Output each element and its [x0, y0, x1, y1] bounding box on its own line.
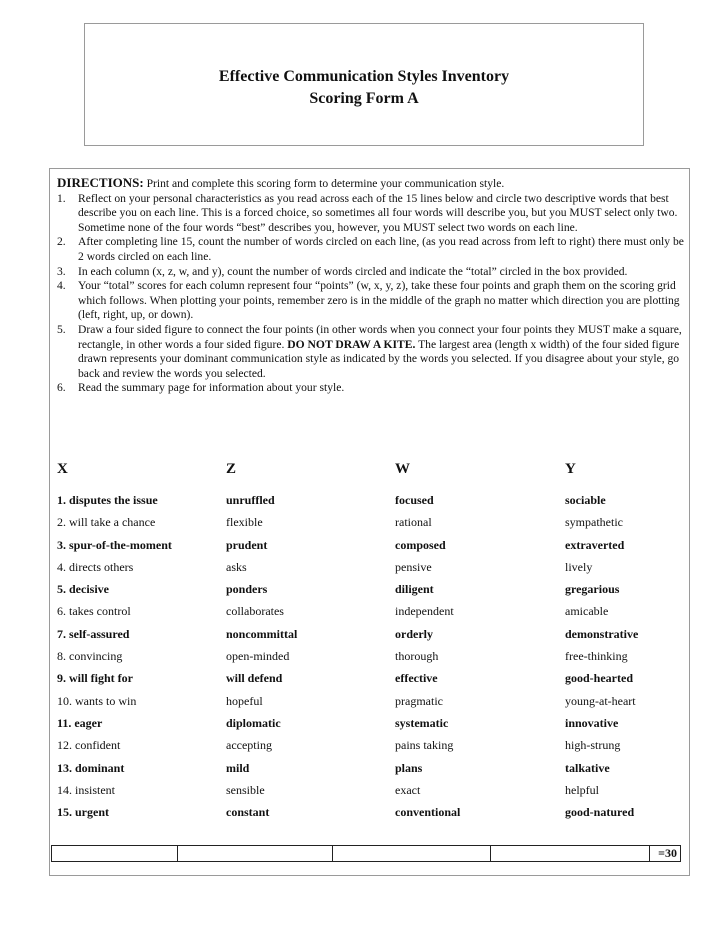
word-z[interactable]: accepting [226, 738, 272, 753]
word-x[interactable]: 3. spur-of-the-moment [57, 537, 172, 552]
table-row [57, 560, 677, 582]
title-box [84, 23, 644, 146]
direction-step [57, 192, 687, 236]
word-y[interactable]: demonstrative [565, 626, 639, 641]
step-number: 2. [57, 235, 66, 249]
table-row [57, 493, 677, 515]
table-row [57, 805, 677, 827]
word-y[interactable]: free-thinking [565, 649, 628, 664]
word-z[interactable]: hopeful [226, 693, 263, 708]
word-z[interactable]: open-minded [226, 649, 290, 664]
total-box-w[interactable] [333, 846, 491, 861]
directions [57, 176, 687, 396]
directions-label: DIRECTIONS: [57, 175, 144, 190]
table-row [57, 783, 677, 805]
word-x[interactable]: 6. takes control [57, 604, 131, 619]
total-sum: =30 [658, 846, 677, 860]
direction-step [57, 235, 687, 264]
word-z[interactable]: noncommittal [226, 626, 298, 641]
direction-step [57, 265, 687, 280]
step-number: 6. [57, 381, 66, 395]
table-row [57, 738, 677, 760]
table-row [57, 627, 677, 649]
word-w[interactable]: plans [395, 760, 423, 775]
word-x[interactable]: 12. confident [57, 738, 121, 753]
word-x[interactable]: 2. will take a chance [57, 515, 156, 530]
word-x[interactable]: 7. self-assured [57, 626, 130, 641]
table-row [57, 515, 677, 537]
step-text: In each column (x, z, w, and y), count the number of words circled and indicate the “total” circled in the box provided. [78, 264, 628, 278]
word-w[interactable]: pensive [395, 559, 432, 574]
total-box-x[interactable] [52, 846, 178, 861]
form-title: Effective Communication Styles Inventory [218, 68, 510, 85]
table-row [57, 716, 677, 738]
word-y[interactable]: innovative [565, 715, 619, 730]
total-row [51, 845, 681, 862]
step-number: 1. [57, 191, 66, 205]
step-text: Reflect on your personal characteristics as you read across each of the 15 lines below and circle two descriptive words that best describe you on each line. This is a forced choice, so sometimes all four words will describe you, but you MUST select only two. Sometime none of the four words “best” describes you, however, you MUST select two words on each line. [78, 191, 678, 234]
word-w[interactable]: systematic [395, 715, 449, 730]
word-y[interactable]: sympathetic [565, 515, 623, 530]
scoring-form [49, 168, 690, 876]
form-subtitle: Scoring Form A [309, 90, 419, 107]
word-x[interactable]: 5. decisive [57, 582, 109, 597]
word-x[interactable]: 1. disputes the issue [57, 493, 158, 507]
word-w[interactable]: orderly [395, 626, 433, 641]
word-w[interactable]: exact [395, 782, 421, 797]
word-x[interactable]: 15. urgent [57, 805, 109, 820]
column-header-w: W [395, 461, 410, 477]
word-w[interactable]: pains taking [395, 738, 454, 753]
word-z[interactable]: ponders [226, 582, 268, 597]
table-row [57, 649, 677, 671]
word-x[interactable]: 11. eager [57, 715, 103, 730]
word-y[interactable]: high-strung [565, 738, 621, 753]
word-z[interactable]: mild [226, 760, 250, 775]
word-x[interactable]: 10. wants to win [57, 693, 137, 708]
word-w[interactable]: diligent [395, 582, 434, 597]
word-w[interactable]: thorough [395, 649, 439, 664]
word-z[interactable]: diplomatic [226, 715, 281, 730]
word-x[interactable]: 14. insistent [57, 782, 116, 797]
table-row [57, 694, 677, 716]
word-z[interactable]: sensible [226, 782, 265, 797]
word-w[interactable]: rational [395, 515, 432, 530]
word-w[interactable]: focused [395, 493, 434, 507]
direction-step [57, 323, 687, 381]
word-z[interactable]: unruffled [226, 493, 275, 507]
directions-intro [57, 176, 687, 192]
word-y[interactable]: talkative [565, 760, 610, 775]
table-row [57, 582, 677, 604]
word-z[interactable]: flexible [226, 515, 263, 530]
word-z[interactable]: will defend [226, 671, 283, 686]
table-row [57, 604, 677, 626]
word-z[interactable]: constant [226, 805, 270, 820]
word-y[interactable]: helpful [565, 782, 599, 797]
column-header-x: X [57, 461, 68, 477]
step-number: 3. [57, 264, 66, 278]
step-warning: DO NOT DRAW A KITE. [287, 337, 416, 351]
word-z[interactable]: asks [226, 559, 247, 574]
word-y[interactable]: amicable [565, 604, 609, 619]
direction-step [57, 381, 687, 396]
word-y[interactable]: gregarious [565, 582, 620, 597]
word-x[interactable]: 9. will fight for [57, 671, 133, 686]
directions-list [57, 192, 687, 396]
word-z[interactable]: collaborates [226, 604, 284, 619]
step-text: Draw a four sided figure to connect the four points (in other words when you connect your four points they MUST make a square, rectangle, in other words a four sided figure. [78, 322, 682, 351]
word-w[interactable]: composed [395, 537, 446, 552]
word-x[interactable]: 8. convincing [57, 649, 123, 664]
step-text: The largest area (length x width) of the four sided figure drawn represents your dominant communication style as indicated by the words you selected. If you disagree about your style, go back and review the words you selected. [78, 337, 680, 380]
word-y[interactable]: lively [565, 559, 593, 574]
word-w[interactable]: independent [395, 604, 454, 619]
table-row [57, 671, 677, 693]
word-w[interactable]: conventional [395, 805, 461, 820]
table-row [57, 761, 677, 783]
step-text: After completing line 15, count the number of words circled on each line, (as you read across from left to right) there must only be 2 words circled on each line. [78, 235, 684, 263]
word-x[interactable]: 13. dominant [57, 760, 125, 775]
word-z[interactable]: prudent [226, 537, 268, 552]
step-number: 4. [57, 279, 66, 293]
step-text: Read the summary page for information about your style. [78, 381, 345, 395]
column-header-y: Y [565, 461, 576, 477]
total-box-y[interactable] [491, 846, 650, 861]
total-box-z[interactable] [178, 846, 333, 861]
direction-step [57, 279, 687, 323]
word-table [57, 493, 677, 827]
word-x[interactable]: 4. directs others [57, 559, 134, 574]
directions-intro-text: Print and complete this scoring form to determine your communication style. [143, 177, 505, 190]
step-text: Your “total” scores for each column represent four “points” (w, x, y, z), take these four points and graph them on the scoring grid which follows. When plotting your points, remember zero is in the middle of the graph no matter which direction you are plotting (left, right, up, or down). [78, 279, 680, 322]
word-w[interactable]: effective [395, 671, 438, 686]
word-y[interactable]: young-at-heart [565, 693, 636, 708]
word-y[interactable]: good-hearted [565, 671, 633, 686]
word-y[interactable]: good-natured [565, 805, 635, 820]
word-y[interactable]: sociable [565, 493, 606, 507]
table-row [57, 538, 677, 560]
step-number: 5. [57, 322, 66, 336]
word-y[interactable]: extraverted [565, 537, 625, 552]
word-w[interactable]: pragmatic [395, 693, 443, 708]
column-header-z: Z [226, 461, 237, 477]
